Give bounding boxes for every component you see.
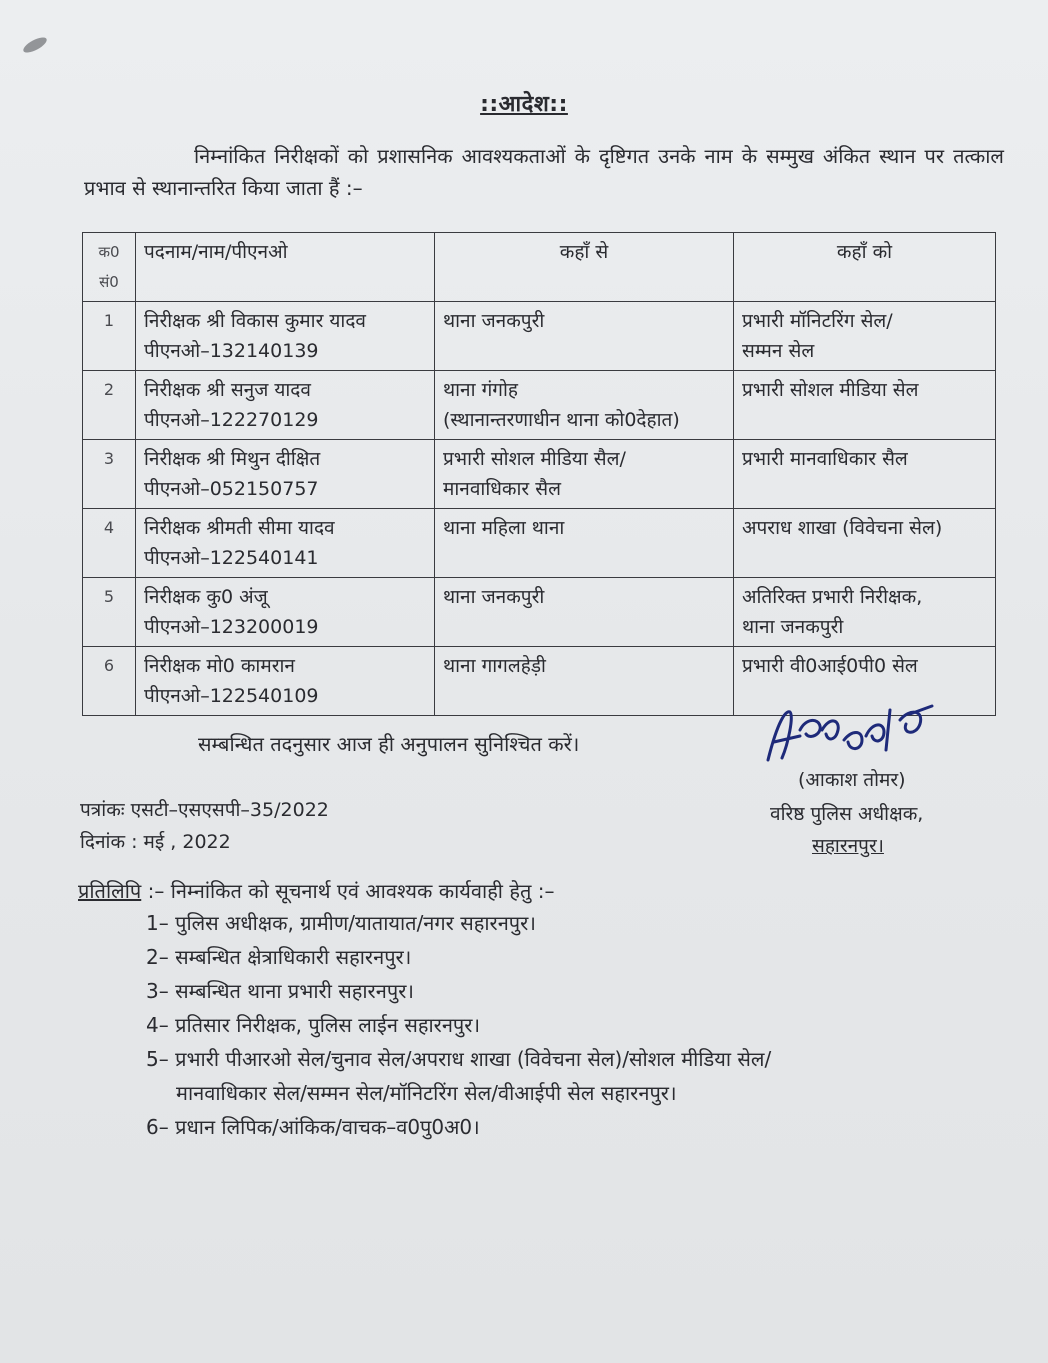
table-row xyxy=(83,371,996,440)
row-from-2: (स्थानान्तरणाधीन थाना को0देहात) xyxy=(443,409,680,431)
row-name-cell xyxy=(136,302,435,371)
row-name: निरीक्षक मो0 कामरान xyxy=(144,655,295,677)
header-to: कहाँ को xyxy=(734,233,996,302)
row-from-cell xyxy=(435,578,734,647)
row-name: निरीक्षक श्री सनुज यादव xyxy=(144,379,311,401)
row-name-cell xyxy=(136,647,435,716)
row-pno: पीएनओ–052150757 xyxy=(144,478,319,500)
list-item: 5– प्रभारी पीआरओ सेल/चुनाव सेल/अपराध शाखा (विवेचना सेल)/सोशल मीडिया सेल/ xyxy=(146,1047,772,1071)
table-row xyxy=(83,440,996,509)
list-item: 4– प्रतिसार निरीक्षक, पुलिस लाईन सहारनपुर। xyxy=(146,1013,481,1037)
row-to-cell xyxy=(734,509,996,578)
row-to: प्रभारी वी0आई0पी0 सेल xyxy=(742,655,918,677)
row-from-cell xyxy=(435,509,734,578)
list-item: 6– प्रधान लिपिक/आंकिक/वाचक–व0पु0अ0। xyxy=(146,1115,480,1139)
signature-block xyxy=(760,700,980,870)
signatory-place: सहारनपुर। xyxy=(812,835,884,857)
row-name: निरीक्षक कु0 अंजू xyxy=(144,586,268,608)
transfer-table xyxy=(82,232,996,716)
row-sno: 1 xyxy=(83,302,136,371)
row-pno: पीएनओ–123200019 xyxy=(144,616,319,638)
row-to: प्रभारी मानवाधिकार सैल xyxy=(742,448,908,470)
row-to: अपराध शाखा (विवेचना सेल) xyxy=(742,517,943,539)
row-name-cell xyxy=(136,440,435,509)
row-pno: पीएनओ–122540109 xyxy=(144,685,319,707)
row-to-cell xyxy=(734,371,996,440)
row-to-cell xyxy=(734,302,996,371)
ink-mark xyxy=(21,34,49,55)
row-sno: 3 xyxy=(83,440,136,509)
copy-to-heading xyxy=(78,877,554,904)
row-from-cell xyxy=(435,647,734,716)
row-pno: पीएनओ–122270129 xyxy=(144,409,319,431)
row-from-cell xyxy=(435,371,734,440)
document-title: ::आदेश:: xyxy=(480,92,568,117)
table-row xyxy=(83,509,996,578)
intro-paragraph: निम्नांकित निरीक्षकों को प्रशासनिक आवश्यकताओं के दृष्टिगत उनके नाम के सम्मुख अंकित स्थान पर तत्काल प्रभाव से स्थानान्तरित किया जाता हैं :– xyxy=(84,144,1004,200)
row-sno: 4 xyxy=(83,509,136,578)
row-name: निरीक्षक श्री मिथुन दीक्षित xyxy=(144,448,321,470)
row-pno: पीएनओ–132140139 xyxy=(144,340,319,362)
row-sno: 5 xyxy=(83,578,136,647)
header-name: पदनाम/नाम/पीएनओ xyxy=(136,233,435,302)
row-sno: 2 xyxy=(83,371,136,440)
list-item-continuation: मानवाधिकार सेल/सम्मन सेल/मॉनिटरिंग सेल/वीआईपी सेल सहारनपुर। xyxy=(176,1081,677,1105)
follow-up-instruction: सम्बन्धित तदनुसार आज ही अनुपालन सुनिश्चित करें। xyxy=(198,732,580,756)
signatory-name: (आकाश तोमर) xyxy=(798,769,906,791)
list-item: 2– सम्बन्धित क्षेत्राधिकारी सहारनपुर। xyxy=(146,945,412,969)
row-from: थाना महिला थाना xyxy=(443,517,565,539)
row-from: थाना जनकपुरी xyxy=(443,310,545,332)
row-from: थाना जनकपुरी xyxy=(443,586,545,608)
row-name-cell xyxy=(136,509,435,578)
list-item: 1– पुलिस अधीक्षक, ग्रामीण/यातायात/नगर सहारनपुर। xyxy=(146,911,536,935)
row-name: निरीक्षक श्री विकास कुमार यादव xyxy=(144,310,366,332)
table-row xyxy=(83,302,996,371)
header-sno: क0 सं0 xyxy=(83,233,136,302)
table-header-row xyxy=(83,233,996,302)
row-to: अतिरिक्त प्रभारी निरीक्षक, xyxy=(742,586,923,608)
row-to: प्रभारी मॉनिटरिंग सेल/ xyxy=(742,310,893,332)
row-to-cell xyxy=(734,440,996,509)
row-to-2: थाना जनकपुरी xyxy=(742,616,844,638)
row-from: प्रभारी सोशल मीडिया सैल/ xyxy=(443,448,626,470)
row-to: प्रभारी सोशल मीडिया सेल xyxy=(742,379,919,401)
row-name-cell xyxy=(136,578,435,647)
row-from: थाना गंगोह xyxy=(443,379,518,401)
letter-date: दिनांक : मई , 2022 xyxy=(80,831,231,853)
row-to-cell xyxy=(734,578,996,647)
list-item: 3– सम्बन्धित थाना प्रभारी सहारनपुर। xyxy=(146,979,414,1003)
row-from-2: मानवाधिकार सैल xyxy=(443,478,561,500)
copy-recipients-list xyxy=(146,906,946,1144)
row-to-2: सम्मन सेल xyxy=(742,340,815,362)
copy-label: प्रतिलिपि xyxy=(78,879,142,903)
row-from-cell xyxy=(435,302,734,371)
row-name-cell xyxy=(136,371,435,440)
signatory-designation: वरिष्ठ पुलिस अधीक्षक, xyxy=(770,803,924,825)
row-pno: पीएनओ–122540141 xyxy=(144,547,319,569)
row-name: निरीक्षक श्रीमती सीमा यादव xyxy=(144,517,335,539)
letter-reference: पत्रांकः एसटी–एसएसपी–35/2022 xyxy=(80,799,329,821)
row-sno: 6 xyxy=(83,647,136,716)
row-from-cell xyxy=(435,440,734,509)
copy-text: :– निम्नांकित को सूचनार्थ एवं आवश्यक कार्यवाही हेतु :– xyxy=(141,879,555,903)
table-row xyxy=(83,578,996,647)
row-from: थाना गागलहेड़ी xyxy=(443,655,546,677)
header-from: कहाँ से xyxy=(435,233,734,302)
